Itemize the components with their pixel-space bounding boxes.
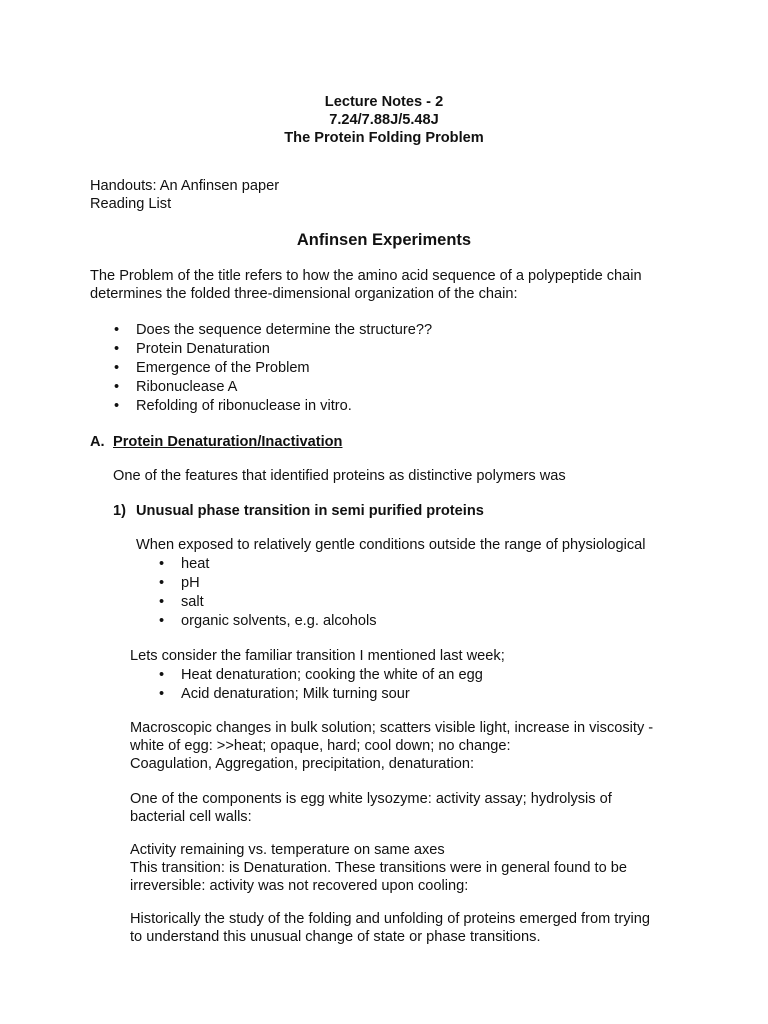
lecture-subtitle: The Protein Folding Problem [284, 130, 484, 146]
bullet-icon: • [114, 341, 120, 357]
section-a-intro: One of the features that identified proteins as distinctive polymers was [113, 468, 566, 484]
bullet-icon: • [114, 322, 120, 338]
handouts-line: Handouts: An Anfinsen paper [90, 178, 280, 194]
bullet-icon: • [159, 686, 165, 702]
macro-line-1: Macroscopic changes in bulk solution; scatters visible light, increase in viscosity - [130, 720, 654, 736]
macro-line-2: white of egg: >>heat; opaque, hard; cool down; no change: [130, 738, 511, 754]
activity-line-3: irreversible: activity was not recovered upon cooling: [130, 878, 469, 894]
conditions-intro: When exposed to relatively gentle conditions outside the range of physiological [136, 537, 646, 553]
section-a-title: Protein Denaturation/Inactivation [113, 434, 343, 450]
bullet-icon: • [114, 360, 120, 376]
section-heading: Anfinsen Experiments [296, 231, 472, 249]
bullet-icon: • [159, 594, 165, 610]
bullet-icon: • [114, 398, 120, 414]
list-item-text: salt [181, 594, 204, 610]
activity-line-1: Activity remaining vs. temperature on same axes [130, 842, 445, 858]
history-line-2: to understand this unusual change of state or phase transitions. [130, 929, 541, 945]
intro-line-2: determines the folded three-dimensional organization of the chain: [90, 286, 518, 302]
subsection-1-label: 1) [113, 503, 126, 519]
lecture-title: Lecture Notes - 2 [324, 94, 444, 110]
intro-line-1: The Problem of the title refers to how the amino acid sequence of a polypeptide chain [90, 268, 642, 284]
section-a-label: A. [90, 434, 105, 450]
list-item-text: heat [181, 556, 210, 572]
list-item-text: Acid denaturation; Milk turning sour [181, 686, 410, 702]
history-line-1: Historically the study of the folding and unfolding of proteins emerged from trying [130, 911, 650, 927]
lets-consider-text: Lets consider the familiar transition I mentioned last week; [130, 648, 505, 664]
list-item-text: pH [181, 575, 200, 591]
list-item-text: Ribonuclease A [136, 379, 238, 395]
list-item-text: Protein Denaturation [136, 341, 270, 357]
egg-line-1: One of the components is egg white lysozyme: activity assay; hydrolysis of [130, 791, 612, 807]
bullet-icon: • [114, 379, 120, 395]
subsection-1-title: Unusual phase transition in semi purified proteins [136, 503, 484, 519]
list-item-text: Does the sequence determine the structure?? [136, 322, 433, 338]
activity-line-2: This transition: is Denaturation. These transitions were in general found to be [130, 860, 628, 876]
list-item-text: Heat denaturation; cooking the white of an egg [181, 667, 483, 683]
bullet-icon: • [159, 613, 165, 629]
list-item-text: organic solvents, e.g. alcohols [181, 613, 377, 629]
macro-line-3: Coagulation, Aggregation, precipitation, denaturation: [130, 756, 475, 772]
list-item-text: Refolding of ribonuclease in vitro. [136, 398, 352, 414]
bullet-icon: • [159, 575, 165, 591]
bullet-icon: • [159, 667, 165, 683]
bullet-icon: • [159, 556, 165, 572]
egg-line-2: bacterial cell walls: [130, 809, 252, 825]
reading-list-line: Reading List [90, 196, 172, 212]
course-number: 7.24/7.88J/5.48J [329, 112, 439, 128]
list-item-text: Emergence of the Problem [136, 360, 310, 376]
